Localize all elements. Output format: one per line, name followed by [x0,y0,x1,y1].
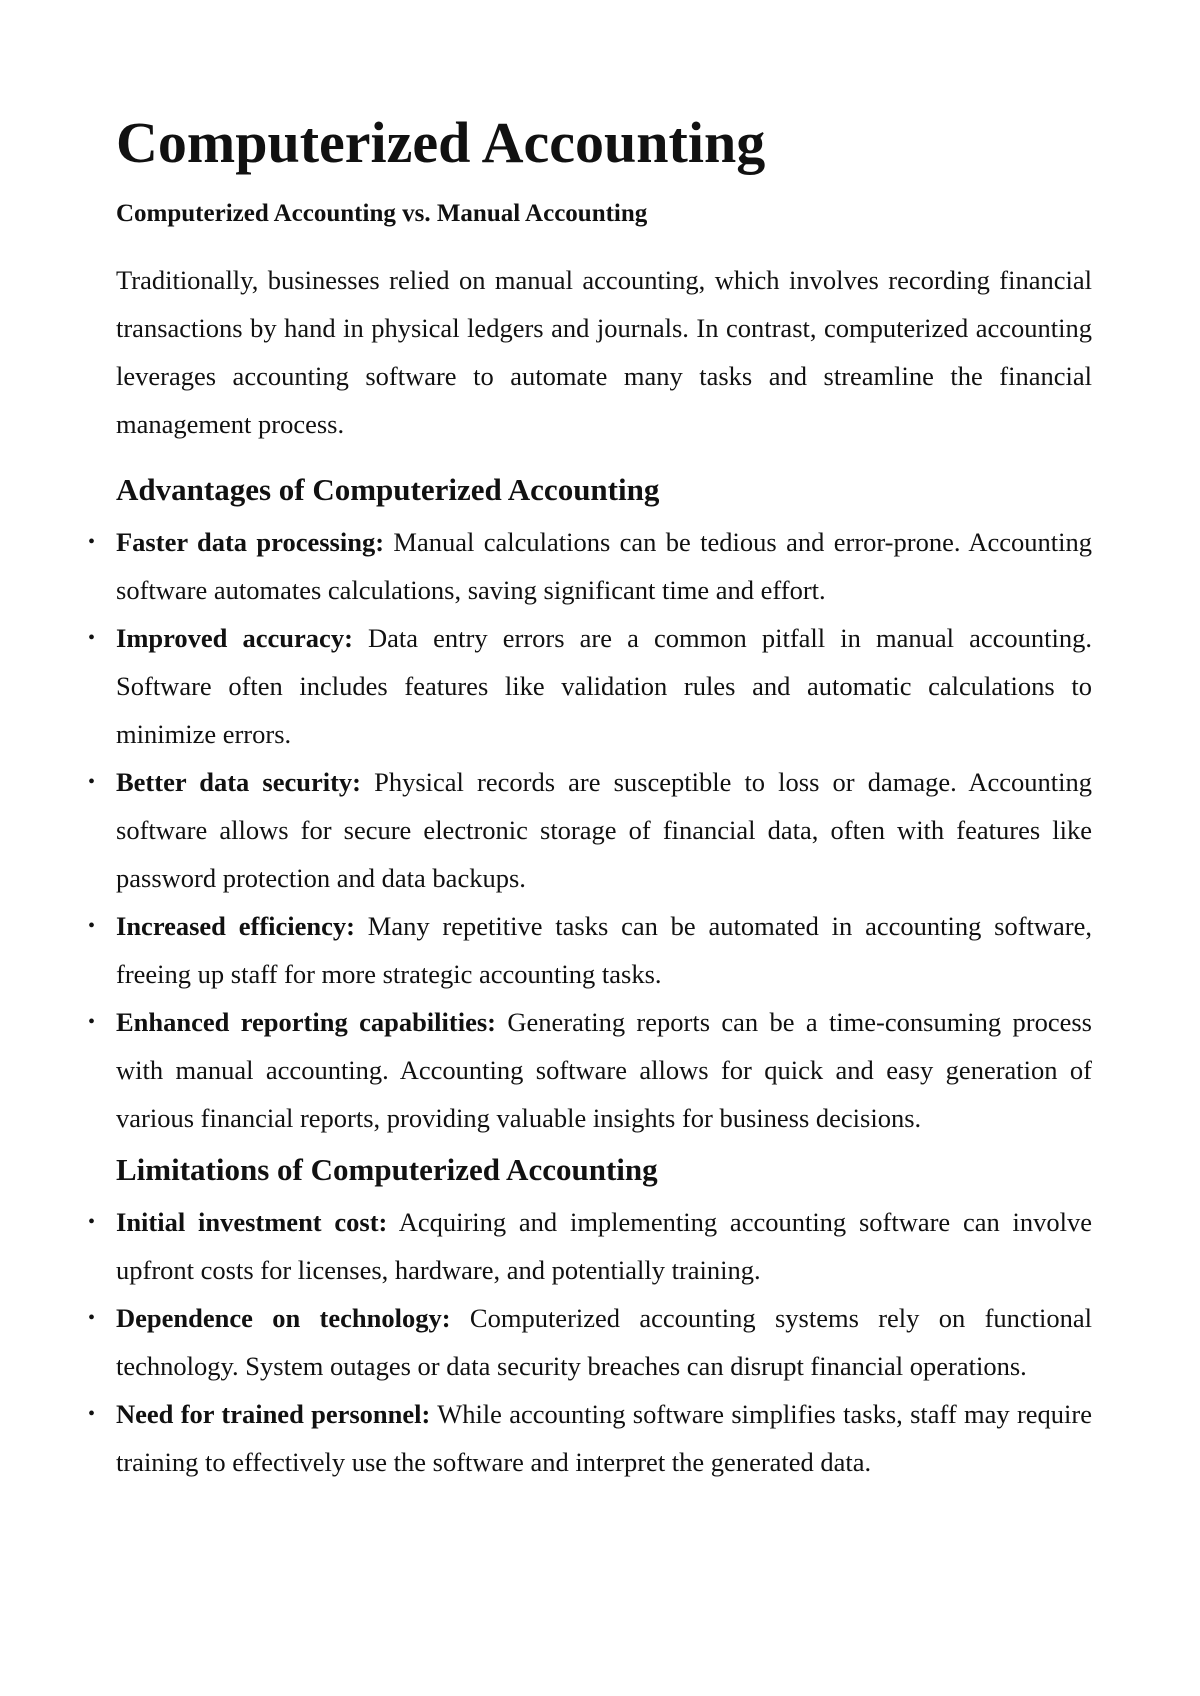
list-item-text: Computerized accounting systems rely on functional technology. System outages or data security breaches can disrupt financial operations. [116,1303,1093,1381]
list-item [88,518,1093,614]
list-item-text: Many repetitive tasks can be automated in accounting software, freeing up staff for more strategic accounting tasks. [116,911,1093,989]
list-item [88,998,1092,1142]
list-item-text: Data entry errors are a common pitfall in manual accounting. Software often includes features like validation rules and automatic calculations to minimize errors. [116,623,1092,749]
bullet-icon: • [88,1403,96,1425]
bullet-icon: • [88,1211,96,1233]
document-page [88,110,1093,1486]
list-item-text: Physical records are susceptible to loss or damage. Accounting software allows for secure electronic storage of financial data, often with features like password protection and data backups. [116,767,1092,893]
bullet-icon: • [88,531,96,553]
list-item-term: Increased efficiency: [116,911,355,941]
page-subtitle: Computerized Accounting vs. Manual Accounting [116,200,648,227]
list-item-text: While accounting software simplifies tasks, staff may require training to effectively use the software and interpret the generated data. [116,1399,1092,1477]
list-item-term: Improved accuracy: [116,623,353,653]
list-item-term: Faster data processing: [116,527,385,557]
limitations-list [88,1198,1093,1486]
limitations-heading: Limitations of Computerized Accounting [116,1152,658,1187]
list-item-term: Dependence on technology: [116,1303,451,1333]
list-item [88,614,1092,758]
list-item-text: Generating reports can be a time-consuming process with manual accounting. Accounting software allows for quick and easy generation of various financial reports, providing valuable insights for business decisions. [116,1007,1092,1133]
list-item [88,1198,1092,1294]
bullet-icon: • [88,1307,96,1329]
list-item-term: Enhanced reporting capabilities: [116,1007,496,1037]
list-item [88,1294,1093,1390]
list-item [88,1390,1092,1486]
page-title: Computerized Accounting [116,110,766,175]
advantages-list [88,518,1093,1142]
list-item [88,758,1092,902]
list-item-term: Better data security: [116,767,362,797]
list-item-text: Manual calculations can be tedious and error-prone. Accounting software automates calculations, saving significant time and effort. [116,527,1093,605]
bullet-icon: • [88,915,96,937]
bullet-icon: • [88,627,96,649]
advantages-heading: Advantages of Computerized Accounting [116,472,660,507]
bullet-icon: • [88,1011,96,1033]
bullet-icon: • [88,771,96,793]
list-item-term: Need for trained personnel: [116,1399,431,1429]
intro-paragraph: Traditionally, businesses relied on manual accounting, which involves recording financial transactions by hand in physical ledgers and journals. In contrast, computerized accounting leverages accounting software to automate many tasks and streamline the financial management process. [116,265,1092,439]
list-item [88,902,1093,998]
list-item-text: Acquiring and implementing accounting software can involve upfront costs for licenses, hardware, and potentially training. [116,1207,1092,1285]
list-item-term: Initial investment cost: [116,1207,388,1237]
